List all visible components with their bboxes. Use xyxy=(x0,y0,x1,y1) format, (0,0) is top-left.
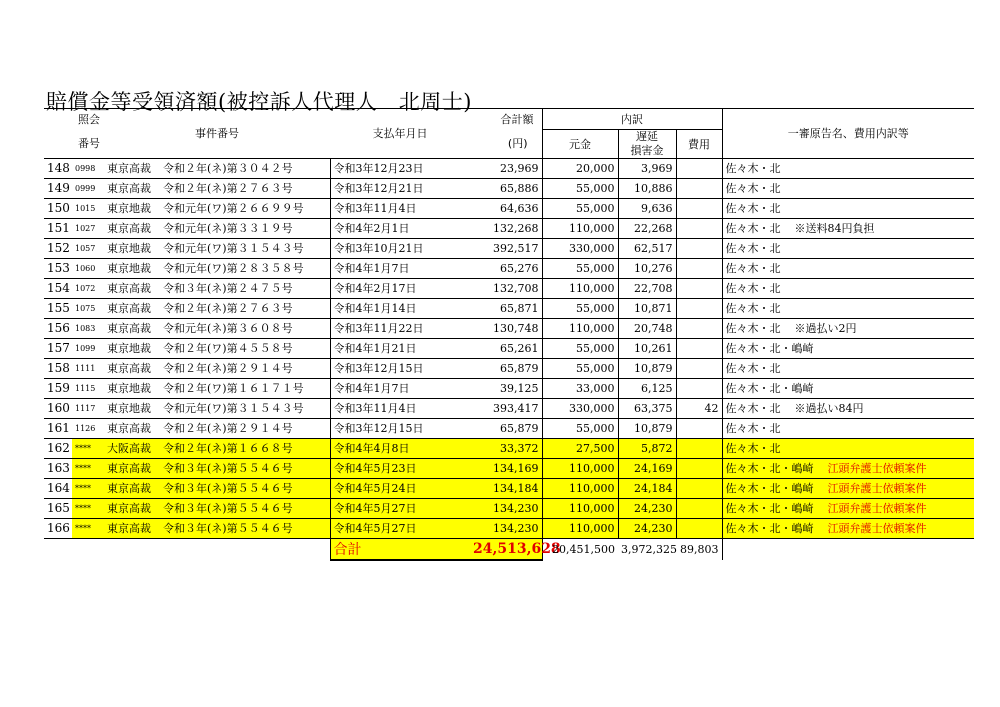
row-expense xyxy=(676,238,722,258)
header-total-bottom: (円) xyxy=(507,137,528,151)
row-name xyxy=(722,478,974,498)
row-court: 東京高裁 xyxy=(107,182,151,195)
row-expense xyxy=(676,258,722,278)
row-expense xyxy=(676,418,722,438)
row-number: 153 xyxy=(44,258,72,278)
row-plaintiff: 佐々木・北・嶋崎 xyxy=(725,482,814,495)
header-note: 一審原告名、費用内訳等 xyxy=(722,109,974,159)
row-total: 65,886 xyxy=(470,178,542,198)
row-court: 東京高裁 xyxy=(107,302,151,315)
row-principal: 330,000 xyxy=(542,398,618,418)
row-name xyxy=(722,338,974,358)
row-ref: 1057 xyxy=(72,238,104,258)
row-ref: 1115 xyxy=(72,378,104,398)
table-row xyxy=(44,238,974,258)
row-case xyxy=(104,218,330,238)
row-delay: 3,969 xyxy=(618,158,676,178)
row-name xyxy=(722,178,974,198)
row-number: 152 xyxy=(44,238,72,258)
row-case-number: 令和元年(ワ)第２８３５８号 xyxy=(163,262,304,275)
row-case xyxy=(104,158,330,178)
row-expense xyxy=(676,158,722,178)
total-label: 合計 xyxy=(330,538,470,560)
row-ref: **** xyxy=(72,458,104,478)
row-date: 令和3年11月22日 xyxy=(330,318,470,338)
document-title: 賠償金等受領済額(被控訴人代理人 北周士) xyxy=(46,90,472,114)
row-number: 149 xyxy=(44,178,72,198)
row-delay: 22,268 xyxy=(618,218,676,238)
table-row xyxy=(44,298,974,318)
row-number: 162 xyxy=(44,438,72,458)
row-total: 134,230 xyxy=(470,498,542,518)
row-date: 令和4年1月14日 xyxy=(330,298,470,318)
row-expense xyxy=(676,438,722,458)
row-case-number: 令和元年(ネ)第３３１９号 xyxy=(163,222,293,235)
row-total: 65,879 xyxy=(470,418,542,438)
row-ref: 1111 xyxy=(72,358,104,378)
row-remark: ※過払い84円 xyxy=(794,402,864,415)
row-case xyxy=(104,498,330,518)
row-total: 65,261 xyxy=(470,338,542,358)
header-delay-top: 遅延 xyxy=(636,129,658,143)
row-delay: 63,375 xyxy=(618,398,676,418)
row-total: 39,125 xyxy=(470,378,542,398)
row-ref: 1015 xyxy=(72,198,104,218)
row-case-number: 令和２年(ネ)第２９１４号 xyxy=(163,422,293,435)
row-principal: 110,000 xyxy=(542,318,618,338)
row-plaintiff: 佐々木・北・嶋崎 xyxy=(725,522,814,535)
total-principal: 20,451,500 xyxy=(542,538,618,560)
row-total: 134,230 xyxy=(470,518,542,538)
row-court: 東京高裁 xyxy=(107,162,151,175)
header-delay-bottom: 損害金 xyxy=(630,143,664,157)
row-plaintiff: 佐々木・北 xyxy=(725,302,781,315)
row-case xyxy=(104,238,330,258)
header-delay xyxy=(618,129,676,158)
row-case-number: 令和３年(ネ)第５５４６号 xyxy=(163,502,293,515)
row-name xyxy=(722,218,974,238)
row-total: 134,169 xyxy=(470,458,542,478)
row-date: 令和4年4月8日 xyxy=(330,438,470,458)
row-case xyxy=(104,278,330,298)
row-delay: 24,230 xyxy=(618,518,676,538)
row-principal: 110,000 xyxy=(542,478,618,498)
row-plaintiff: 佐々木・北 xyxy=(725,362,781,375)
row-date: 令和3年11月4日 xyxy=(330,398,470,418)
row-name xyxy=(722,198,974,218)
row-name xyxy=(722,238,974,258)
row-case-number: 令和元年(ワ)第３１５４３号 xyxy=(163,242,304,255)
header-expense: 費用 xyxy=(676,129,722,158)
row-case-number: 令和２年(ワ)第４５５８号 xyxy=(163,342,293,355)
row-expense xyxy=(676,338,722,358)
row-plaintiff: 佐々木・北 xyxy=(725,222,781,235)
row-total: 132,708 xyxy=(470,278,542,298)
row-principal: 55,000 xyxy=(542,338,618,358)
row-date: 令和3年11月4日 xyxy=(330,198,470,218)
row-ref: 1099 xyxy=(72,338,104,358)
row-date: 令和4年2月17日 xyxy=(330,278,470,298)
row-ref: 1117 xyxy=(72,398,104,418)
row-total: 130,748 xyxy=(470,318,542,338)
row-case xyxy=(104,298,330,318)
row-delay: 6,125 xyxy=(618,378,676,398)
row-case xyxy=(104,358,330,378)
row-case-number: 令和２年(ワ)第１６１７１号 xyxy=(163,382,304,395)
table-row xyxy=(44,338,974,358)
table-row xyxy=(44,378,974,398)
row-delay: 10,879 xyxy=(618,358,676,378)
row-case xyxy=(104,478,330,498)
row-remark: 江頭弁護士依頼案件 xyxy=(827,502,927,515)
row-ref: **** xyxy=(72,478,104,498)
row-name xyxy=(722,278,974,298)
row-case xyxy=(104,418,330,438)
row-plaintiff: 佐々木・北 xyxy=(725,442,781,455)
row-delay: 10,871 xyxy=(618,298,676,318)
row-total: 64,636 xyxy=(470,198,542,218)
row-plaintiff: 佐々木・北 xyxy=(725,422,781,435)
row-number: 161 xyxy=(44,418,72,438)
row-date: 令和4年5月27日 xyxy=(330,518,470,538)
header-case: 事件番号 xyxy=(195,127,239,141)
row-expense xyxy=(676,498,722,518)
row-date: 令和3年12月15日 xyxy=(330,418,470,438)
row-total: 132,268 xyxy=(470,218,542,238)
total-delay: 3,972,325 xyxy=(621,542,677,556)
row-date: 令和4年5月24日 xyxy=(330,478,470,498)
row-name xyxy=(722,398,974,418)
row-ref: 0998 xyxy=(72,158,104,178)
row-ref: 1075 xyxy=(72,298,104,318)
row-expense xyxy=(676,478,722,498)
row-plaintiff: 佐々木・北 xyxy=(725,402,781,415)
row-number: 166 xyxy=(44,518,72,538)
table-row xyxy=(44,398,974,418)
table-row xyxy=(44,458,974,478)
row-case-number: 令和３年(ネ)第５５４６号 xyxy=(163,462,293,475)
row-ref: **** xyxy=(72,438,104,458)
header-date: 支払年月日 xyxy=(372,127,428,141)
row-principal: 33,000 xyxy=(542,378,618,398)
row-principal: 55,000 xyxy=(542,358,618,378)
row-number: 164 xyxy=(44,478,72,498)
row-total: 393,417 xyxy=(470,398,542,418)
row-name xyxy=(722,418,974,438)
row-principal: 55,000 xyxy=(542,258,618,278)
row-date: 令和3年12月21日 xyxy=(330,178,470,198)
row-case xyxy=(104,198,330,218)
row-delay: 10,879 xyxy=(618,418,676,438)
row-principal: 110,000 xyxy=(542,278,618,298)
payments-table xyxy=(44,108,974,561)
table-row xyxy=(44,258,974,278)
row-remark: 江頭弁護士依頼案件 xyxy=(827,522,927,535)
row-number: 151 xyxy=(44,218,72,238)
row-expense xyxy=(676,178,722,198)
row-name xyxy=(722,438,974,458)
row-case-number: 令和元年(ネ)第３６０８号 xyxy=(163,322,293,335)
row-date: 令和4年5月23日 xyxy=(330,458,470,478)
row-case-number: 令和３年(ネ)第２４７５号 xyxy=(163,282,293,295)
row-court: 東京高裁 xyxy=(107,282,151,295)
header-total-top: 合計額 xyxy=(500,113,534,126)
row-case xyxy=(104,438,330,458)
row-plaintiff: 佐々木・北 xyxy=(725,202,781,215)
row-name xyxy=(722,358,974,378)
row-expense xyxy=(676,198,722,218)
row-delay: 20,748 xyxy=(618,318,676,338)
row-date: 令和4年1月7日 xyxy=(330,378,470,398)
row-total: 65,276 xyxy=(470,258,542,278)
table-row xyxy=(44,438,974,458)
total-amount: 24,513,628 xyxy=(470,538,542,560)
row-total: 134,184 xyxy=(470,478,542,498)
row-total: 33,372 xyxy=(470,438,542,458)
row-date: 令和3年12月15日 xyxy=(330,358,470,378)
row-number: 160 xyxy=(44,398,72,418)
row-number: 163 xyxy=(44,458,72,478)
row-remark: ※過払い2円 xyxy=(794,322,857,335)
table-row xyxy=(44,178,974,198)
row-delay: 10,886 xyxy=(618,178,676,198)
row-plaintiff: 佐々木・北 xyxy=(725,162,781,175)
row-expense xyxy=(676,518,722,538)
row-case-number: 令和２年(ネ)第１６６８号 xyxy=(163,442,293,455)
row-court: 東京高裁 xyxy=(107,522,151,535)
row-case xyxy=(104,458,330,478)
row-delay: 24,230 xyxy=(618,498,676,518)
row-expense xyxy=(676,378,722,398)
total-expense: 89,803 xyxy=(680,542,719,556)
row-case xyxy=(104,318,330,338)
row-principal: 110,000 xyxy=(542,498,618,518)
row-expense xyxy=(676,318,722,338)
row-plaintiff: 佐々木・北 xyxy=(725,262,781,275)
row-court: 東京高裁 xyxy=(107,422,151,435)
row-case xyxy=(104,178,330,198)
row-number: 159 xyxy=(44,378,72,398)
row-date: 令和4年2月1日 xyxy=(330,218,470,238)
header-ref-top: 照会 xyxy=(78,113,100,126)
row-number: 150 xyxy=(44,198,72,218)
row-name xyxy=(722,318,974,338)
row-case xyxy=(104,258,330,278)
row-principal: 27,500 xyxy=(542,438,618,458)
row-ref: 1060 xyxy=(72,258,104,278)
row-principal: 110,000 xyxy=(542,218,618,238)
table-footer xyxy=(44,538,974,560)
row-plaintiff: 佐々木・北 xyxy=(725,242,781,255)
table-row xyxy=(44,518,974,538)
row-principal: 55,000 xyxy=(542,178,618,198)
row-remark: 江頭弁護士依頼案件 xyxy=(827,462,927,475)
row-principal: 55,000 xyxy=(542,298,618,318)
row-plaintiff: 佐々木・北・嶋崎 xyxy=(725,382,814,395)
row-number: 157 xyxy=(44,338,72,358)
row-court: 東京高裁 xyxy=(107,502,151,515)
table-row xyxy=(44,478,974,498)
row-court: 東京地裁 xyxy=(107,382,151,395)
row-date: 令和4年1月21日 xyxy=(330,338,470,358)
row-delay: 9,636 xyxy=(618,198,676,218)
row-court: 東京地裁 xyxy=(107,342,151,355)
row-court: 東京高裁 xyxy=(107,222,151,235)
row-case-number: 令和２年(ネ)第２７６３号 xyxy=(163,182,293,195)
row-ref: **** xyxy=(72,498,104,518)
row-case-number: 令和３年(ネ)第５５４６号 xyxy=(163,482,293,495)
row-principal: 20,000 xyxy=(542,158,618,178)
row-principal: 55,000 xyxy=(542,198,618,218)
row-delay: 10,261 xyxy=(618,338,676,358)
table-header xyxy=(44,109,974,159)
row-ref: 0999 xyxy=(72,178,104,198)
row-court: 東京地裁 xyxy=(107,402,151,415)
row-number: 158 xyxy=(44,358,72,378)
row-case-number: 令和２年(ネ)第２９１４号 xyxy=(163,362,293,375)
row-total: 392,517 xyxy=(470,238,542,258)
row-principal: 55,000 xyxy=(542,418,618,438)
row-plaintiff: 佐々木・北・嶋崎 xyxy=(725,342,814,355)
table-row xyxy=(44,278,974,298)
row-case-number: 令和２年(ネ)第３０４２号 xyxy=(163,162,293,175)
row-delay: 24,169 xyxy=(618,458,676,478)
header-breakdown: 内訳 xyxy=(542,109,722,130)
row-court: 東京高裁 xyxy=(107,462,151,475)
row-plaintiff: 佐々木・北・嶋崎 xyxy=(725,462,814,475)
row-name xyxy=(722,518,974,538)
row-case-number: 令和元年(ワ)第２６６９９号 xyxy=(163,202,304,215)
row-court: 大阪高裁 xyxy=(107,442,151,455)
row-case-number: 令和２年(ネ)第２７６３号 xyxy=(163,302,293,315)
row-ref: 1072 xyxy=(72,278,104,298)
row-case-number: 令和３年(ネ)第５５４６号 xyxy=(163,522,293,535)
header-principal: 元金 xyxy=(542,129,618,158)
row-name xyxy=(722,378,974,398)
table-row xyxy=(44,498,974,518)
row-date: 令和3年10月21日 xyxy=(330,238,470,258)
row-plaintiff: 佐々木・北 xyxy=(725,282,781,295)
row-court: 東京高裁 xyxy=(107,482,151,495)
row-remark: ※送料84円負担 xyxy=(794,222,875,235)
row-case xyxy=(104,338,330,358)
row-remark: 江頭弁護士依頼案件 xyxy=(827,482,927,495)
row-case xyxy=(104,378,330,398)
row-expense xyxy=(676,278,722,298)
row-number: 156 xyxy=(44,318,72,338)
table-row xyxy=(44,158,974,178)
row-number: 155 xyxy=(44,298,72,318)
row-name xyxy=(722,458,974,478)
row-total: 23,969 xyxy=(470,158,542,178)
row-expense xyxy=(676,298,722,318)
row-name xyxy=(722,258,974,278)
header-ref-bottom: 番号 xyxy=(78,137,100,151)
row-court: 東京地裁 xyxy=(107,262,151,275)
row-name xyxy=(722,498,974,518)
table-row xyxy=(44,218,974,238)
row-delay: 62,517 xyxy=(618,238,676,258)
row-plaintiff: 佐々木・北 xyxy=(725,322,781,335)
row-expense: 42 xyxy=(676,398,722,418)
table-row xyxy=(44,358,974,378)
row-delay: 5,872 xyxy=(618,438,676,458)
row-ref: **** xyxy=(72,518,104,538)
row-number: 165 xyxy=(44,498,72,518)
row-ref: 1027 xyxy=(72,218,104,238)
row-court: 東京地裁 xyxy=(107,202,151,215)
row-delay: 10,276 xyxy=(618,258,676,278)
row-delay: 22,708 xyxy=(618,278,676,298)
row-expense xyxy=(676,358,722,378)
row-plaintiff: 佐々木・北 xyxy=(725,182,781,195)
row-case xyxy=(104,518,330,538)
row-principal: 110,000 xyxy=(542,518,618,538)
row-number: 148 xyxy=(44,158,72,178)
row-court: 東京高裁 xyxy=(107,322,151,335)
table-row xyxy=(44,418,974,438)
table-row xyxy=(44,198,974,218)
row-number: 154 xyxy=(44,278,72,298)
row-date: 令和4年5月27日 xyxy=(330,498,470,518)
row-case xyxy=(104,398,330,418)
row-total: 65,871 xyxy=(470,298,542,318)
row-court: 東京高裁 xyxy=(107,362,151,375)
row-plaintiff: 佐々木・北・嶋崎 xyxy=(725,502,814,515)
row-delay: 24,184 xyxy=(618,478,676,498)
row-date: 令和4年1月7日 xyxy=(330,258,470,278)
row-name xyxy=(722,158,974,178)
table-body xyxy=(44,158,974,538)
row-ref: 1083 xyxy=(72,318,104,338)
row-case-number: 令和元年(ワ)第３１５４３号 xyxy=(163,402,304,415)
row-date: 令和3年12月23日 xyxy=(330,158,470,178)
row-ref: 1126 xyxy=(72,418,104,438)
table-row xyxy=(44,318,974,338)
row-principal: 330,000 xyxy=(542,238,618,258)
row-principal: 110,000 xyxy=(542,458,618,478)
row-total: 65,879 xyxy=(470,358,542,378)
row-expense xyxy=(676,458,722,478)
row-court: 東京地裁 xyxy=(107,242,151,255)
row-name xyxy=(722,298,974,318)
row-expense xyxy=(676,218,722,238)
